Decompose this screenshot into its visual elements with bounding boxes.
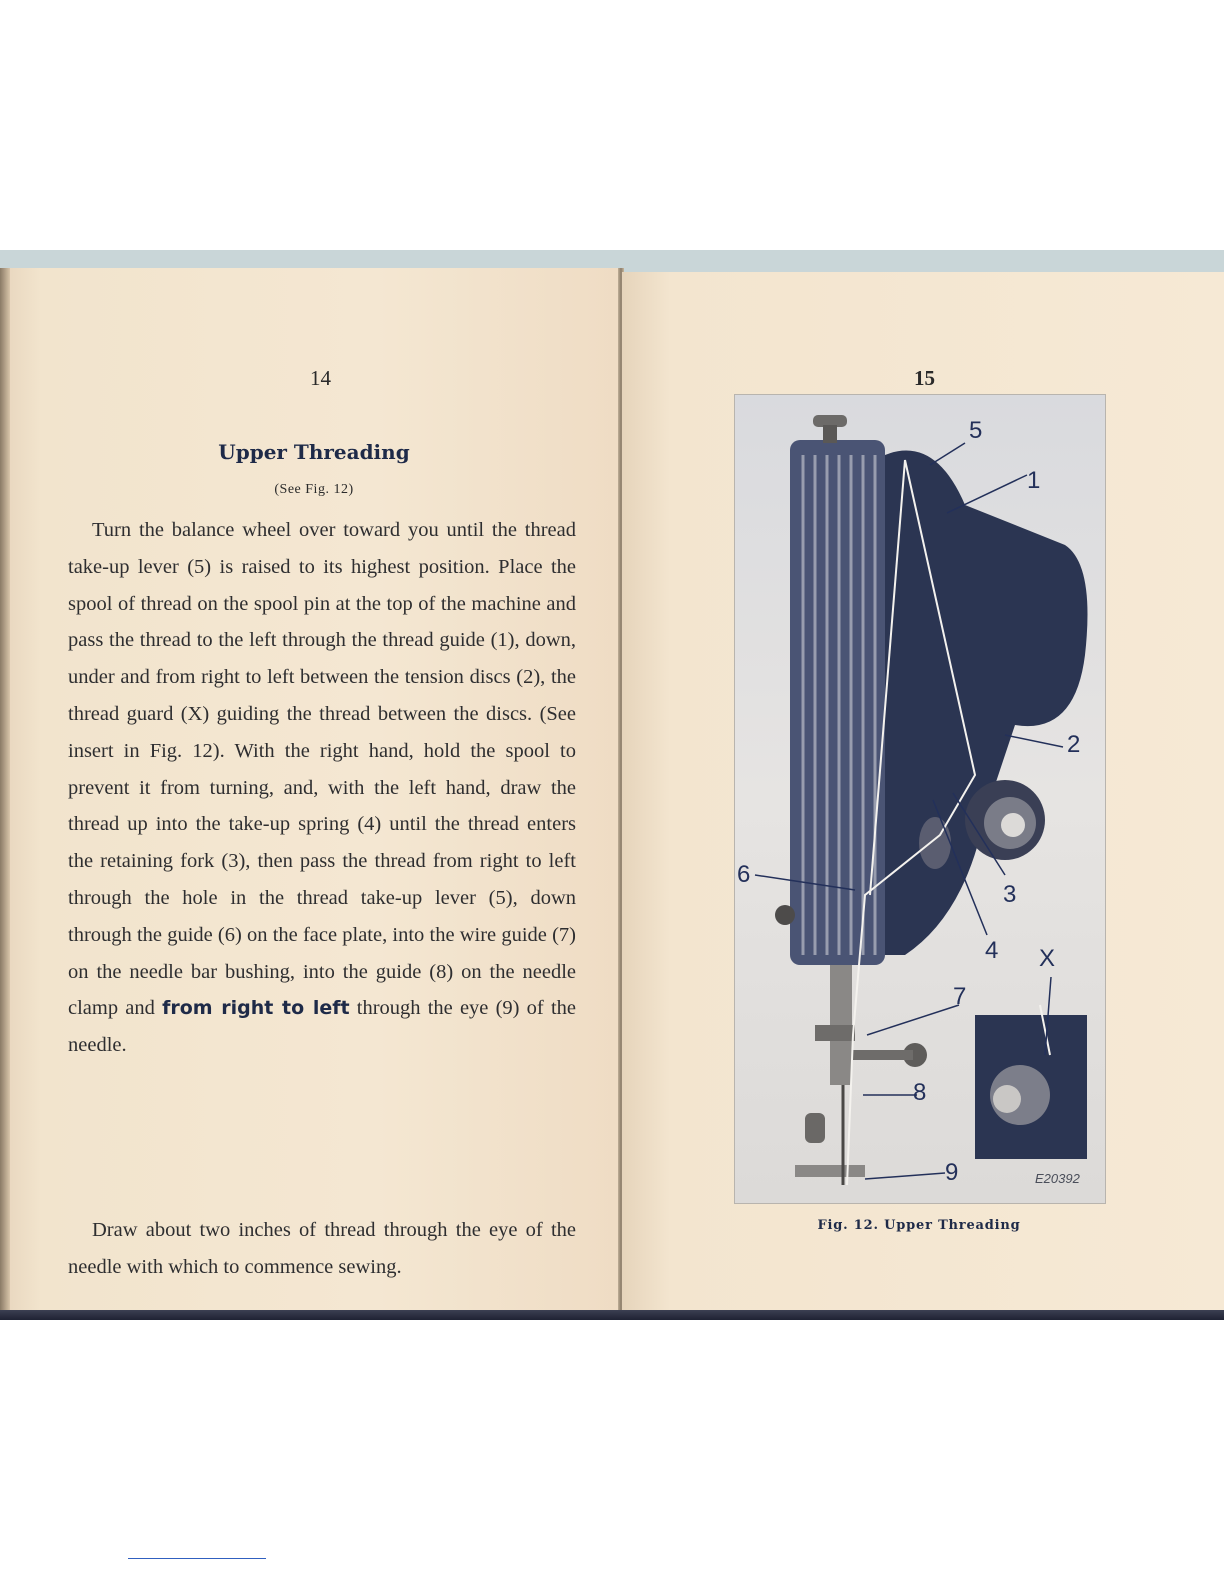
threading-instructions-paragraph xyxy=(68,512,576,1064)
section-heading: Upper Threading xyxy=(218,440,410,464)
draw-thread-paragraph: Draw about two inches of thread through the eye of the needle with which to commence sewing. xyxy=(68,1219,576,1278)
figure-reference: (See Fig. 12) xyxy=(274,482,354,497)
figure-label: 3 xyxy=(1003,881,1017,908)
figure-label: 6 xyxy=(737,861,751,888)
book-spread xyxy=(0,250,1224,1320)
figure-caption: Fig. 12. Upper Threading xyxy=(817,1218,1021,1233)
figure-code: E20392 xyxy=(1035,1171,1080,1186)
figure-label: X xyxy=(1039,945,1056,972)
figure-label: 2 xyxy=(1067,731,1081,758)
figure-label: 5 xyxy=(969,417,983,444)
book-bottom-edge xyxy=(0,1310,1224,1320)
page-number-right: 15 xyxy=(914,366,935,390)
left-page xyxy=(4,268,620,1312)
sewing-machine-figure xyxy=(734,394,1106,1204)
paragraph-text-end: through the eye (9) of the needle. xyxy=(68,997,576,1057)
emphasis-text: from right to left xyxy=(162,997,350,1020)
paragraph-text-start: Turn the balance wheel over toward you until the thread take-up lever (5) is raised to its highest position. Place the spool of thread on the spool pin at the top of the machine and pass the thread to the left through the thread guide (1), down, under and from right to left between the tension discs (2), the thread guard (X) guiding the thread between the discs. (See insert in Fig. 12). With the right hand, hold the spool to prevent it from turning, and, with the left hand, draw the thread up into the take-up spring (4) until the thread enters the retaining fork (3), then pass the thread from right to left through the hole in the thread take-up lever (5), down through the guide (6) on the face plate, into the wire guide (7) on the needle bar bushing, into the guide (8) on the needle clamp and xyxy=(68,519,576,1020)
figure-label: 7 xyxy=(953,983,967,1010)
figure-label: 9 xyxy=(945,1159,959,1186)
figure-label: 8 xyxy=(913,1079,927,1106)
page-number-left: 14 xyxy=(310,366,331,390)
figure-label: 4 xyxy=(985,937,999,964)
figure-label: 1 xyxy=(1027,467,1041,494)
right-page xyxy=(622,272,1224,1312)
horizontal-rule xyxy=(128,1558,266,1559)
